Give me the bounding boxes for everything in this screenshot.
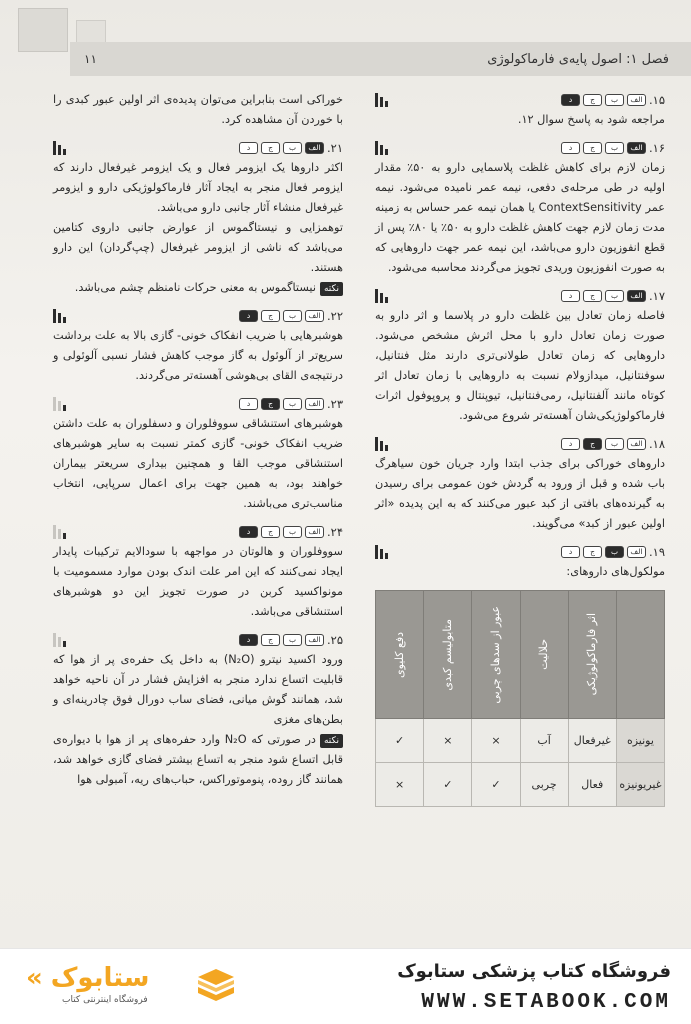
difficulty-bar (63, 405, 66, 411)
option-box: ب (605, 290, 624, 302)
question-number-text: ۲۵. (326, 633, 343, 647)
page-number: ۱۱ (84, 52, 97, 66)
option-box: ب (283, 310, 302, 322)
option-box: ج (261, 398, 280, 410)
difficulty-bars-icon (375, 545, 388, 559)
note-paragraph (53, 730, 343, 790)
difficulty-bar (385, 553, 388, 559)
option-box: د (561, 290, 580, 302)
option-box: ج (261, 310, 280, 322)
page-tab-decoration (18, 8, 68, 52)
difficulty-bars-icon (375, 141, 388, 155)
table-cell: غیرفعال (568, 719, 616, 763)
option-box: ب (605, 546, 624, 558)
option-box: ج (583, 290, 602, 302)
double-chevron-icon: « (26, 963, 43, 993)
answer-paragraph: هوشبرهایی با ضریب انفکاک خونی- گازی بالا به علت برداشت سریع‌تر از آلوئول به گاز موجب کاهش فشار نسبی آلوئولی و درنتیجه‌ی القای بی‌هوشی آهسته‌تر می‌گردند. (53, 329, 343, 382)
difficulty-bars-icon (375, 437, 388, 451)
right-column (375, 90, 665, 807)
difficulty-bar (58, 145, 61, 155)
option-box: الف (305, 310, 324, 322)
table-cell: فعال (568, 763, 616, 807)
answer-paragraph: فاصله زمان تعادل بین غلظت دارو در پلاسما و اثر دارو به صورت زمان تعادل دارو با محل اثرش مشخص می‌شود. داروهایی که زمان تعادل طولانی‌تری دارند مثل فنتانیل، سوفنتانیل، میدازولام نسبت به داروهایی با زمان تعادل اثر کوتاه مانند آلفنتانیل، رمی‌فنتانیل، تیوپنتال و پروپوفول اثرات فارماکولوژیکی‌شان آهسته‌تر شروع می‌شود. (375, 309, 665, 422)
table-cell: غیریونیزه (616, 763, 664, 807)
option-box: ج (261, 634, 280, 646)
answer-text (53, 158, 343, 298)
difficulty-bar (58, 313, 61, 323)
chapter-title: فصل ۱: اصول پایه‌ی فارماکولوژی (487, 51, 669, 67)
table-cell: ✓ (376, 719, 424, 763)
difficulty-bar (58, 401, 61, 411)
option-box: ج (583, 546, 602, 558)
question-number (239, 522, 343, 542)
difficulty-bar (380, 293, 383, 303)
option-box: ب (605, 142, 624, 154)
question-header (53, 522, 343, 542)
table-header-cell (376, 591, 424, 719)
table-header-cell (616, 591, 664, 719)
difficulty-bar (63, 317, 66, 323)
difficulty-bar (375, 141, 378, 155)
option-box: ب (283, 398, 302, 410)
table-header-label: متابولیسم کبدی (440, 618, 454, 691)
question-block (53, 306, 343, 386)
answer-text (53, 650, 343, 790)
logo-subtitle: فروشگاه اینترنتی کتاب (62, 995, 148, 1005)
table-header-cell (568, 591, 616, 719)
left-column (53, 90, 343, 798)
option-box: الف (627, 546, 646, 558)
difficulty-bars-icon (53, 633, 66, 647)
difficulty-bar (375, 545, 378, 559)
option-box: ب (283, 142, 302, 154)
question-number-text: ۲۲. (326, 309, 343, 323)
answer-text (53, 90, 343, 130)
option-box: ب (283, 526, 302, 538)
difficulty-bar (63, 533, 66, 539)
table-header-cell (424, 591, 472, 719)
table-header-row (376, 591, 665, 719)
page-tab-decoration-small (76, 20, 106, 44)
table-header-label: دفع کلیوی (392, 631, 406, 678)
table-cell: یونیزه (616, 719, 664, 763)
question-block (375, 434, 665, 534)
difficulty-bar (58, 637, 61, 647)
store-name: فروشگاه کتاب پزشکی ستابوک (397, 961, 671, 982)
answer-text (375, 454, 665, 534)
option-box: ج (583, 142, 602, 154)
option-box: ج (261, 526, 280, 538)
answer-paragraph: سووفلوران و هالوتان در مواجهه با سودالایم ترکیبات پایدار ایجاد نمی‌کنند که این امر علت اندک بودن موارد مسمومیت با مونواکسید کربن در صورت تجویز این دو هوشبرهای استنشاقی می‌باشد. (53, 545, 343, 618)
drug-molecules-table (375, 590, 665, 807)
difficulty-bar (53, 633, 56, 647)
answer-text (53, 326, 343, 386)
question-number (561, 286, 665, 306)
question-header (375, 434, 665, 454)
answer-paragraph: داروهای خوراکی برای جذب ابتدا وارد جریان خون سیاهرگ باب شده و قبل از ورود به گردش خون عمومی برای رسیدن به گیرنده‌های بافتی از کبد عبور می‌کنند که به این پدیده «اثر اولین عبور از کبد» می‌گویند. (375, 457, 665, 530)
option-box: د (561, 438, 580, 450)
question-block (375, 542, 665, 582)
question-block (375, 90, 665, 130)
question-block (375, 286, 665, 426)
question-number-text: ۱۸. (648, 437, 665, 451)
answer-text (53, 542, 343, 622)
difficulty-bar (58, 529, 61, 539)
question-header (53, 630, 343, 650)
option-box: د (561, 546, 580, 558)
difficulty-bars-icon (53, 397, 66, 411)
option-box: ج (583, 94, 602, 106)
option-box: د (561, 94, 580, 106)
table-header-cell (472, 591, 520, 719)
table-cell: × (424, 719, 472, 763)
option-box: ج (583, 438, 602, 450)
answer-paragraph: مولکول‌های داروهای: (566, 565, 665, 578)
table-header-label: عبور از سدهای چربی (488, 605, 502, 704)
option-box: ب (605, 438, 624, 450)
table-header-label: حلالیت (537, 639, 551, 670)
option-box: د (239, 634, 258, 646)
logo-wordmark: ستابوک (50, 963, 150, 993)
question-number (561, 90, 665, 110)
difficulty-bar (380, 549, 383, 559)
answer-paragraph: توهمزایی و نیستاگموس از عوارض جانبی داروی کتامین می‌باشد که ناشی از ایزومر غیرفعال (چپ‌گردان) این دارو هستند. (53, 221, 343, 274)
option-box: د (239, 526, 258, 538)
question-header (375, 542, 665, 562)
answer-paragraph: زمان لازم برای کاهش غلظت پلاسمایی دارو به ۵۰٪ مقدار اولیه در طی مرحله‌ی دفعی، نیمه عمر نامیده می‌شود. نیمه عمر ContextSensitivity یا همان نیمه عمر حساس به زمینه مدت زمان لازم جهت کاهش غلظت دارو به ۵۰٪ یا ۸۰٪ پس از قطع انفوزیون دارو می‌باشد، این نیمه عمر جهت داروهایی که به صورت انفوزیون وریدی تجویز می‌گردند محاسبه می‌شود. (375, 161, 666, 274)
question-header (375, 138, 665, 158)
answer-paragraph: خوراکی است بنابراین می‌توان پدیده‌ی اثر اولین عبور کبدی را با خوردن آن مشاهده کرد. (53, 93, 343, 126)
difficulty-bar (53, 397, 56, 411)
option-box: الف (627, 142, 646, 154)
table-header-label: اثر فارماکولوژیکی (585, 613, 599, 696)
difficulty-bar (380, 97, 383, 107)
question-header (375, 90, 665, 110)
option-box: ب (605, 94, 624, 106)
question-number (239, 138, 343, 158)
answer-paragraph: هوشبرهای استنشاقی سووفلوران و دسفلوران به علت داشتن ضریب انفکاک خونی- گازی کمتر نسبت به سایر هوشبرهای استنشاقی موجب القا و همچنین بیداری سریعتر بیماران خواهند بود، به همین جهت برای اعمال سرپایی، انتخاب مناسب‌تری می‌باشند. (53, 417, 343, 510)
question-number-text: ۱۵. (648, 93, 665, 107)
difficulty-bars-icon (375, 289, 388, 303)
note-text: نیستاگموس به معنی حرکات نامنظم چشم می‌باشد. (74, 281, 316, 294)
option-box: الف (627, 290, 646, 302)
store-url[interactable]: WWW.SETABOOK.COM (421, 991, 671, 1014)
difficulty-bar (380, 441, 383, 451)
table-row (376, 719, 665, 763)
option-box: ج (261, 142, 280, 154)
difficulty-bar (380, 145, 383, 155)
option-box: الف (305, 526, 324, 538)
difficulty-bar (385, 149, 388, 155)
difficulty-bars-icon (53, 141, 66, 155)
answer-paragraph: ورود اکسید نیترو (N₂O) به داخل یک حفره‌ی پر از هوا که قابلیت اتساع ندارد منجر به افزایش فشار در آن ناحیه خواهد شد، همانند گوش میانی، فضای ساب دورال فوق چادرینه‌ای و بطن‌های مغزی (53, 653, 343, 726)
question-block (53, 522, 343, 622)
difficulty-bar (385, 445, 388, 451)
question-number (239, 306, 343, 326)
answer-paragraph: مراجعه شود به پاسخ سوال ۱۲. (517, 113, 665, 126)
question-block (53, 630, 343, 790)
table-cell: ✓ (424, 763, 472, 807)
question-number-text: ۱۶. (648, 141, 665, 155)
answer-text (375, 562, 665, 582)
note-label: نکته (320, 734, 343, 748)
note-label: نکته (320, 282, 343, 296)
difficulty-bar (53, 141, 56, 155)
table-cell: آب (520, 719, 568, 763)
question-block (375, 138, 665, 278)
table-header-cell (520, 591, 568, 719)
book-stack-icon (192, 963, 240, 1011)
question-number-text: ۲۳. (326, 397, 343, 411)
answer-text (375, 110, 665, 130)
difficulty-bar (375, 437, 378, 451)
answer-text (375, 158, 665, 278)
option-box: الف (305, 142, 324, 154)
question-number-text: ۲۱. (326, 141, 343, 155)
question-header (53, 138, 343, 158)
answer-text (375, 306, 665, 426)
difficulty-bars-icon (53, 525, 66, 539)
option-box: د (239, 310, 258, 322)
question-block (53, 90, 343, 130)
difficulty-bar (53, 309, 56, 323)
question-block (53, 394, 343, 514)
question-number (561, 434, 665, 454)
difficulty-bar (385, 101, 388, 107)
question-header (375, 286, 665, 306)
difficulty-bar (63, 641, 66, 647)
table-cell: × (376, 763, 424, 807)
question-header (53, 394, 343, 414)
option-box: الف (305, 634, 324, 646)
table-cell: ✓ (472, 763, 520, 807)
question-number-text: ۲۴. (326, 525, 343, 539)
difficulty-bar (375, 289, 378, 303)
question-number (239, 630, 343, 650)
option-box: د (239, 398, 258, 410)
chapter-header (70, 42, 691, 76)
answer-paragraph: اکثر داروها یک ایزومر فعال و یک ایزومر غیرفعال دارند که ایزومر فعال منجر به ایجاد آثار فارماکولوژیکی دارو و ایزومر غیرفعال منشاء آثار جانبی دارو می‌باشد. (53, 161, 343, 214)
option-box: الف (305, 398, 324, 410)
question-number (561, 138, 665, 158)
table-cell: × (472, 719, 520, 763)
question-number (239, 394, 343, 414)
difficulty-bars-icon (53, 309, 66, 323)
note-text: در صورتی که N₂O وارد حفره‌های پر از هوا با دیواره‌ی قابل اتساع شود منجر به اتساع بیشتر فضای گازی خواهد شد، همانند گاز روده، پنوموتوراکس، حباب‌های ریه، آمبولی هوا (53, 733, 343, 786)
question-number-text: ۱۷. (648, 289, 665, 303)
answer-text (53, 414, 343, 514)
option-box: الف (627, 94, 646, 106)
difficulty-bar (385, 297, 388, 303)
table-row (376, 763, 665, 807)
table-cell: چربی (520, 763, 568, 807)
store-footer (0, 948, 691, 1024)
option-box: الف (627, 438, 646, 450)
store-logo[interactable] (26, 963, 149, 993)
question-number-text: ۱۹. (648, 545, 665, 559)
option-box: ب (283, 634, 302, 646)
question-header (53, 306, 343, 326)
difficulty-bar (63, 149, 66, 155)
question-number (561, 542, 665, 562)
difficulty-bar (53, 525, 56, 539)
option-box: د (239, 142, 258, 154)
difficulty-bars-icon (375, 93, 388, 107)
question-block (53, 138, 343, 298)
option-box: د (561, 142, 580, 154)
note-paragraph (53, 278, 343, 298)
difficulty-bar (375, 93, 378, 107)
